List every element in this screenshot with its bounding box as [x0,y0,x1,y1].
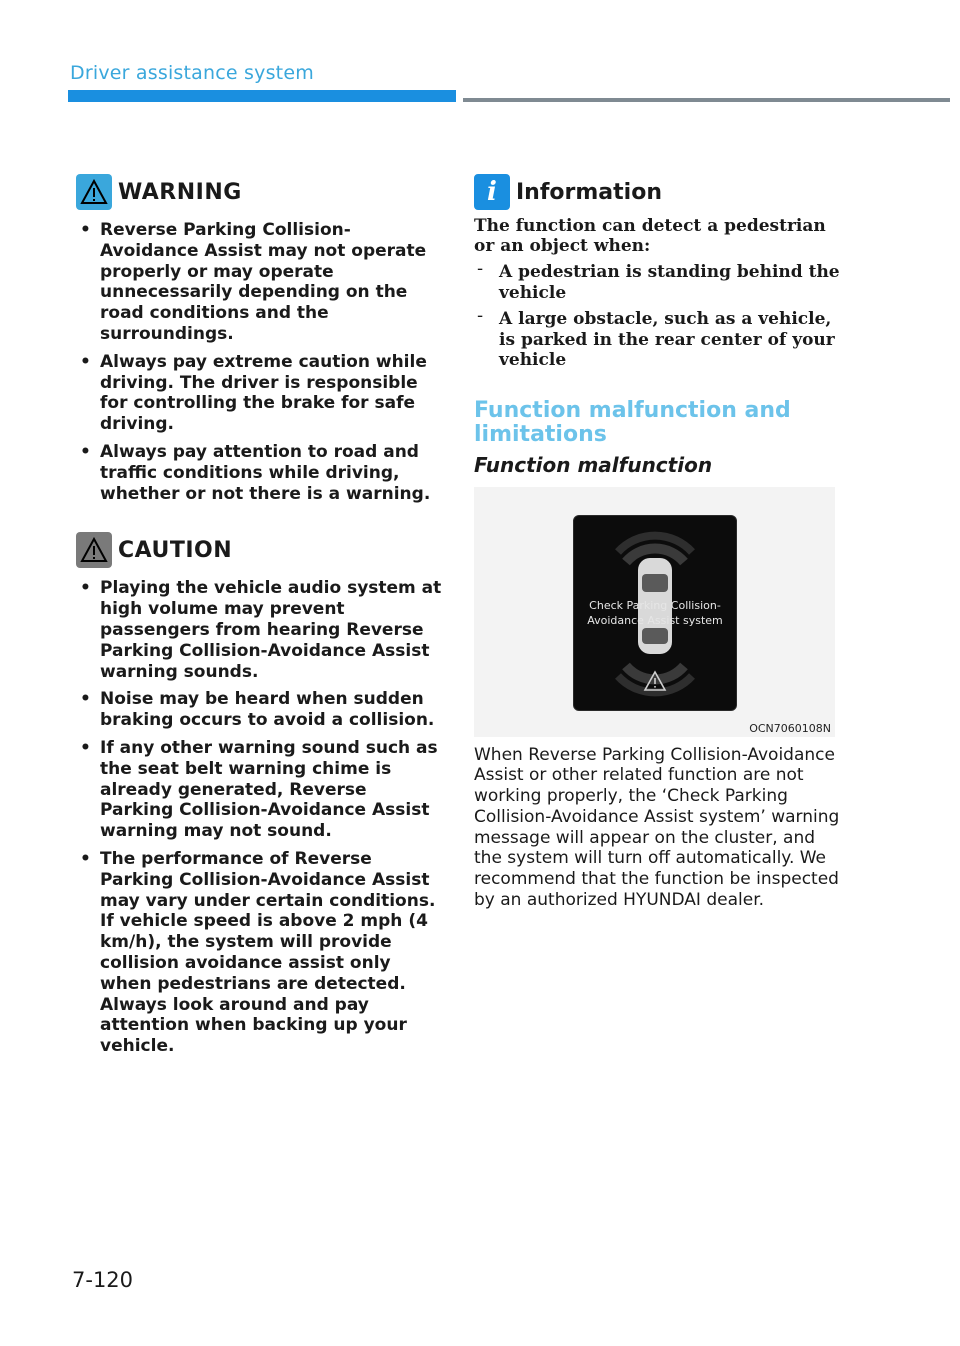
section-title: Function malfunction and limitations [474,397,791,447]
cluster-message-line1: Check Parking Collision- [589,598,721,612]
subsection-title: Function malfunction [474,452,713,477]
caution-item: • Noise may be heard when sudden braking occurs to avoid a collision. [76,689,444,731]
page-number: 7-120 [72,1268,134,1292]
cluster-display [573,515,737,711]
cluster-message-line2: Avoidance Assist system [587,613,723,627]
caution-header [76,530,444,570]
information-list [474,262,846,371]
caution-item: • The performance of Reverse Parking Collision-Avoidance Assist may vary under certain conditions. If vehicle speed is above 2 mph (4 km/h), the system will provide collision avoidance assist only when pedestrians are detected. Always look around and pay attention when backing up your vehicle. [76,849,444,1057]
caution-triangle-icon [76,532,112,568]
warning-box [76,172,444,504]
cluster-figure [474,487,835,737]
vehicle-sensor-illustration [574,516,736,710]
section-header-title: Driver assistance system [70,62,314,84]
information-title: Information [516,179,662,205]
header-accent-bar [68,90,456,102]
warning-item: • Always pay attention to road and traffic conditions while driving, whether or not there is a warning. [76,442,444,504]
caution-box [76,530,444,1057]
left-column [76,172,444,1064]
information-box [474,172,846,371]
body-paragraph: When Reverse Parking Collision-Avoidance Assist or other related function are not working properly, the ‘Check Parking Collision-Avoidance Assist system’ warning message will appear on the cluster, and the system will turn off automatically. We recommend that the function be inspected by an authorized HYUNDAI dealer. [474,744,840,911]
warning-header [76,172,444,212]
warning-item: • Reverse Parking Collision-Avoidance Assist may not operate properly or may operate unnecessarily depending on the road conditions and the surroundings. [76,220,444,345]
caution-list [76,578,444,1057]
caution-item: • Playing the vehicle audio system at high volume may prevent passengers from hearing Reverse Parking Collision-Avoidance Assist warning sounds. [76,578,444,682]
right-column [474,172,846,911]
warning-triangle-icon [76,174,112,210]
figure-caption: OCN7060108N [749,721,831,735]
info-icon: i [474,174,510,210]
information-lead: The function can detect a pedestrian or an object when: [474,216,826,256]
information-header [474,172,846,212]
information-item: - A pedestrian is standing behind the vehicle [474,262,846,303]
caution-title: CAUTION [118,537,233,563]
header-rule [463,98,950,102]
warning-title: WARNING [118,179,242,205]
warning-item: • Always pay extreme caution while driving. The driver is responsible for controlling the brake for safe driving. [76,352,444,435]
warning-list [76,220,444,504]
caution-item: • If any other warning sound such as the seat belt warning chime is already generated, Reverse Parking Collision-Avoidance Assist warning may not sound. [76,738,444,842]
information-item: - A large obstacle, such as a vehicle, is parked in the rear center of your vehicle [474,309,846,371]
